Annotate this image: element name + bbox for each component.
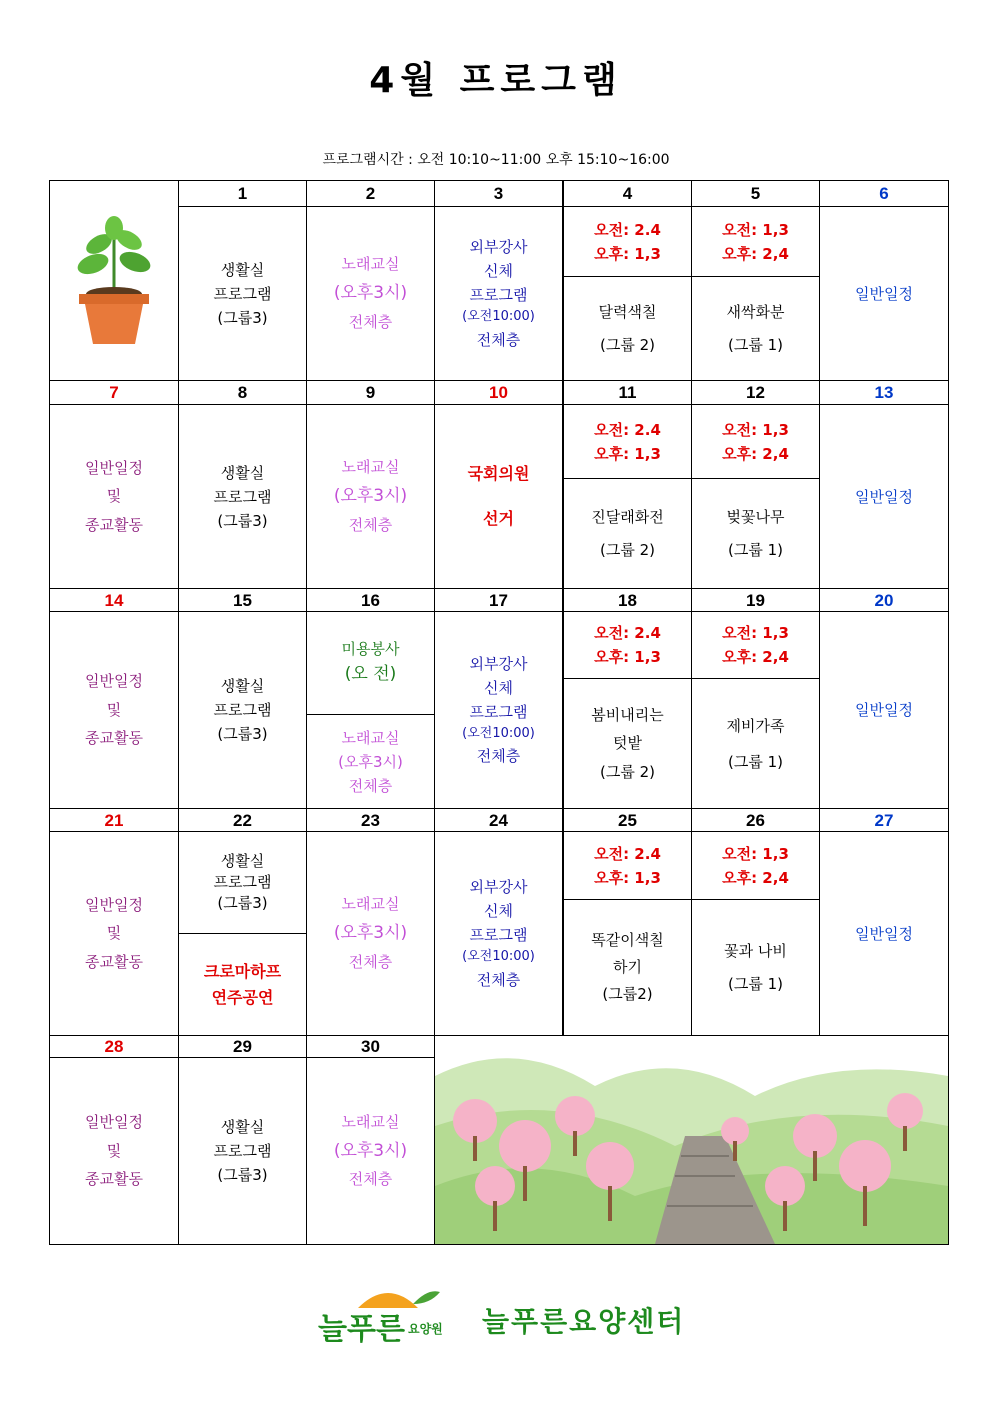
text: 일반일정 — [85, 1113, 143, 1132]
day-8: 8 — [178, 380, 307, 405]
cell-13 — [819, 404, 949, 589]
text: 하기 — [613, 958, 642, 976]
text: 텃밭 — [613, 734, 642, 753]
text: (그룹3) — [217, 1166, 268, 1184]
text: 프로그램 — [213, 1142, 272, 1160]
text: 새싹화분 — [726, 302, 785, 321]
text: (그룹3) — [217, 511, 268, 530]
cell-17 — [434, 611, 563, 809]
day-21: 21 — [49, 808, 179, 832]
text: 일반일정 — [85, 895, 143, 914]
cell-11-time — [563, 404, 692, 479]
cell-1 — [178, 206, 307, 381]
spring-landscape-illustration — [434, 1035, 949, 1245]
logo-subtext: 요양원 — [408, 1322, 443, 1336]
cell-20 — [819, 611, 949, 809]
text: 오전: 2.4 — [594, 844, 661, 863]
text: (오후3시) — [333, 486, 408, 507]
text: 달력색칠 — [598, 302, 657, 321]
text: 종교활동 — [85, 1170, 143, 1189]
cell-30 — [306, 1057, 435, 1245]
text: (그룹 2) — [600, 540, 655, 559]
text: (그룹2) — [602, 985, 653, 1003]
text: 프로그램 — [469, 702, 528, 721]
text: 일반일정 — [85, 672, 143, 691]
cell-25-activity — [563, 899, 692, 1036]
text: 일반일정 — [855, 701, 913, 719]
text: 오후: 1,3 — [594, 648, 661, 666]
text: 벚꽃나무 — [726, 507, 785, 526]
text: 오후: 1,3 — [594, 868, 661, 887]
cell-25-time — [563, 831, 692, 900]
day-2: 2 — [306, 180, 435, 207]
text: (그룹 1) — [728, 974, 783, 993]
text: 및 — [106, 700, 122, 719]
day-3: 3 — [434, 180, 563, 207]
text: 외부강사 — [469, 654, 528, 673]
text: 외부강사 — [469, 238, 528, 257]
text: 전체층 — [348, 312, 393, 331]
text: 전체층 — [476, 747, 521, 766]
text: (그룹 1) — [728, 335, 783, 354]
cell-9 — [306, 404, 435, 589]
text: 오전: 2.4 — [594, 624, 661, 642]
text: 신체 — [484, 678, 513, 697]
text: 신체 — [484, 262, 513, 281]
text: (오후3시) — [333, 1140, 408, 1161]
text: (오전10:00) — [462, 949, 535, 965]
cell-2 — [306, 206, 435, 381]
cell-19-activity — [691, 678, 820, 809]
cell-12-activity — [691, 478, 820, 589]
cell-4-time — [563, 206, 692, 277]
text: 오전: 2.4 — [594, 420, 661, 439]
text: 생활실 — [220, 260, 265, 279]
text: 전체층 — [348, 1170, 393, 1189]
text: 똑같이색칠 — [591, 931, 664, 949]
text: (오후3시) — [333, 923, 408, 944]
text: 외부강사 — [469, 878, 528, 897]
day-25: 25 — [563, 808, 692, 832]
text: 생활실 — [220, 677, 265, 695]
cell-21 — [49, 831, 179, 1036]
text: 연주공연 — [211, 987, 274, 1007]
day-20: 20 — [819, 588, 949, 612]
text: 오전: 1,3 — [722, 624, 789, 642]
text: 오전: 2.4 — [594, 220, 661, 239]
text: 진달래화전 — [591, 507, 664, 526]
text: 전체층 — [348, 515, 393, 534]
cell-22-concert — [178, 933, 307, 1036]
day-22: 22 — [178, 808, 307, 832]
text: 전체층 — [348, 776, 393, 795]
day-28: 28 — [49, 1035, 179, 1058]
day-9: 9 — [306, 380, 435, 405]
text: 프로그램 — [213, 701, 272, 719]
day-17: 17 — [434, 588, 563, 612]
text: 선거 — [483, 508, 514, 528]
text: 전체층 — [476, 330, 521, 349]
cell-29 — [178, 1057, 307, 1245]
text: 및 — [106, 1141, 122, 1160]
page-title: 4월 프로그램 — [369, 60, 623, 101]
text: (그룹 2) — [600, 762, 655, 781]
text: 노래교실 — [341, 728, 400, 747]
text: 오후: 2,4 — [722, 444, 789, 463]
text: (오전10:00) — [462, 725, 535, 741]
cell-28 — [49, 1057, 179, 1245]
text: 꽃과 나비 — [724, 941, 787, 960]
cell-3 — [434, 206, 563, 381]
cell-22-program — [178, 831, 307, 934]
program-time: 프로그램시간 : 오전 10:10~11:00 오후 15:10~16:00 — [322, 152, 670, 168]
text: (그룹3) — [217, 308, 268, 327]
text: (그룹 2) — [600, 335, 655, 354]
text: 및 — [106, 924, 122, 943]
text: 프로그램 — [469, 286, 528, 305]
text: 전체층 — [476, 970, 521, 989]
text: 프로그램 — [213, 873, 272, 891]
text: 생활실 — [220, 463, 265, 482]
day-27: 27 — [819, 808, 949, 832]
day-6: 6 — [819, 180, 949, 207]
cell-19-time — [691, 611, 820, 679]
cell-8 — [178, 404, 307, 589]
day-5: 5 — [691, 180, 820, 207]
text: 국회의원 — [467, 463, 530, 483]
text: 일반일정 — [855, 284, 913, 303]
cell-26-activity — [691, 899, 820, 1036]
text: 전체층 — [348, 952, 393, 971]
cell-5-activity — [691, 276, 820, 381]
text: 오후: 1,3 — [594, 244, 661, 263]
text: 생활실 — [220, 852, 265, 870]
day-16: 16 — [306, 588, 435, 612]
text: (그룹 1) — [728, 540, 783, 559]
text: 오전: 1,3 — [722, 844, 789, 863]
text: 오전: 1,3 — [722, 420, 789, 439]
text: 노래교실 — [341, 255, 400, 274]
nursing-home-logo — [318, 1282, 458, 1352]
text: 프로그램 — [469, 926, 528, 945]
day-29: 29 — [178, 1035, 307, 1058]
text: 크로마하프 — [203, 961, 282, 981]
calendar — [49, 180, 949, 1245]
text: (오 전) — [344, 664, 397, 685]
cell-14 — [49, 611, 179, 809]
cell-4-activity — [563, 276, 692, 381]
cell-6 — [819, 206, 949, 381]
text: 노래교실 — [341, 895, 400, 914]
text: 일반일정 — [85, 458, 143, 477]
text: 신체 — [484, 902, 513, 921]
day-23: 23 — [306, 808, 435, 832]
cell-12-time — [691, 404, 820, 479]
text: 일반일정 — [855, 924, 913, 943]
day-30: 30 — [306, 1035, 435, 1058]
text: 프로그램 — [213, 284, 272, 303]
text: 노래교실 — [341, 1112, 400, 1131]
cell-24 — [434, 831, 563, 1036]
text: 오후: 2,4 — [722, 648, 789, 666]
text: (그룹3) — [217, 894, 268, 912]
text: 오전: 1,3 — [722, 220, 789, 239]
text: 미용봉사 — [341, 640, 400, 659]
text: (그룹3) — [217, 725, 268, 743]
day-24: 24 — [434, 808, 563, 832]
cherry-blossom-scene-icon — [435, 1036, 948, 1244]
day-4: 4 — [563, 180, 692, 207]
day-19: 19 — [691, 588, 820, 612]
text: 제비가족 — [726, 716, 785, 735]
cell-26-time — [691, 831, 820, 900]
cell-5-time — [691, 206, 820, 277]
text: 종교활동 — [85, 952, 143, 971]
cell-18-time — [563, 611, 692, 679]
text: 일반일정 — [855, 487, 913, 506]
day-11: 11 — [563, 380, 692, 405]
cell-18-activity — [563, 678, 692, 809]
day-13: 13 — [819, 380, 949, 405]
cell-11-activity — [563, 478, 692, 589]
text: 오후: 1,3 — [594, 444, 661, 463]
text: 오후: 2,4 — [722, 244, 789, 263]
day-12: 12 — [691, 380, 820, 405]
cell-16-beauty — [306, 611, 435, 715]
cell-7 — [49, 404, 179, 589]
text: 오후: 2,4 — [722, 868, 789, 887]
text: 종교활동 — [85, 515, 143, 534]
text: 종교활동 — [85, 729, 143, 748]
cell-10 — [434, 404, 563, 589]
day-1: 1 — [178, 180, 307, 207]
text: 봄비내리는 — [591, 705, 664, 724]
text: 프로그램 — [213, 487, 272, 506]
cell-27 — [819, 831, 949, 1036]
day-15: 15 — [178, 588, 307, 612]
text: (오후3시) — [338, 752, 403, 771]
potted-plant-icon — [69, 216, 159, 346]
cell-15 — [178, 611, 307, 809]
text: 및 — [106, 487, 122, 506]
cell-23 — [306, 831, 435, 1036]
day-7: 7 — [49, 380, 179, 405]
text: 생활실 — [220, 1118, 265, 1136]
day-10: 10 — [434, 380, 563, 405]
day-18: 18 — [563, 588, 692, 612]
text: 노래교실 — [341, 458, 400, 477]
plant-pot-cell — [49, 180, 179, 381]
cell-16-song — [306, 714, 435, 809]
logo-text: 늘푸른 — [318, 1312, 405, 1347]
text: (오전10:00) — [462, 309, 535, 325]
day-14: 14 — [49, 588, 179, 612]
text: (그룹 1) — [728, 752, 783, 771]
day-26: 26 — [691, 808, 820, 832]
text: (오후3시) — [333, 283, 408, 304]
center-name: 늘푸른요양센터 — [482, 1305, 686, 1338]
